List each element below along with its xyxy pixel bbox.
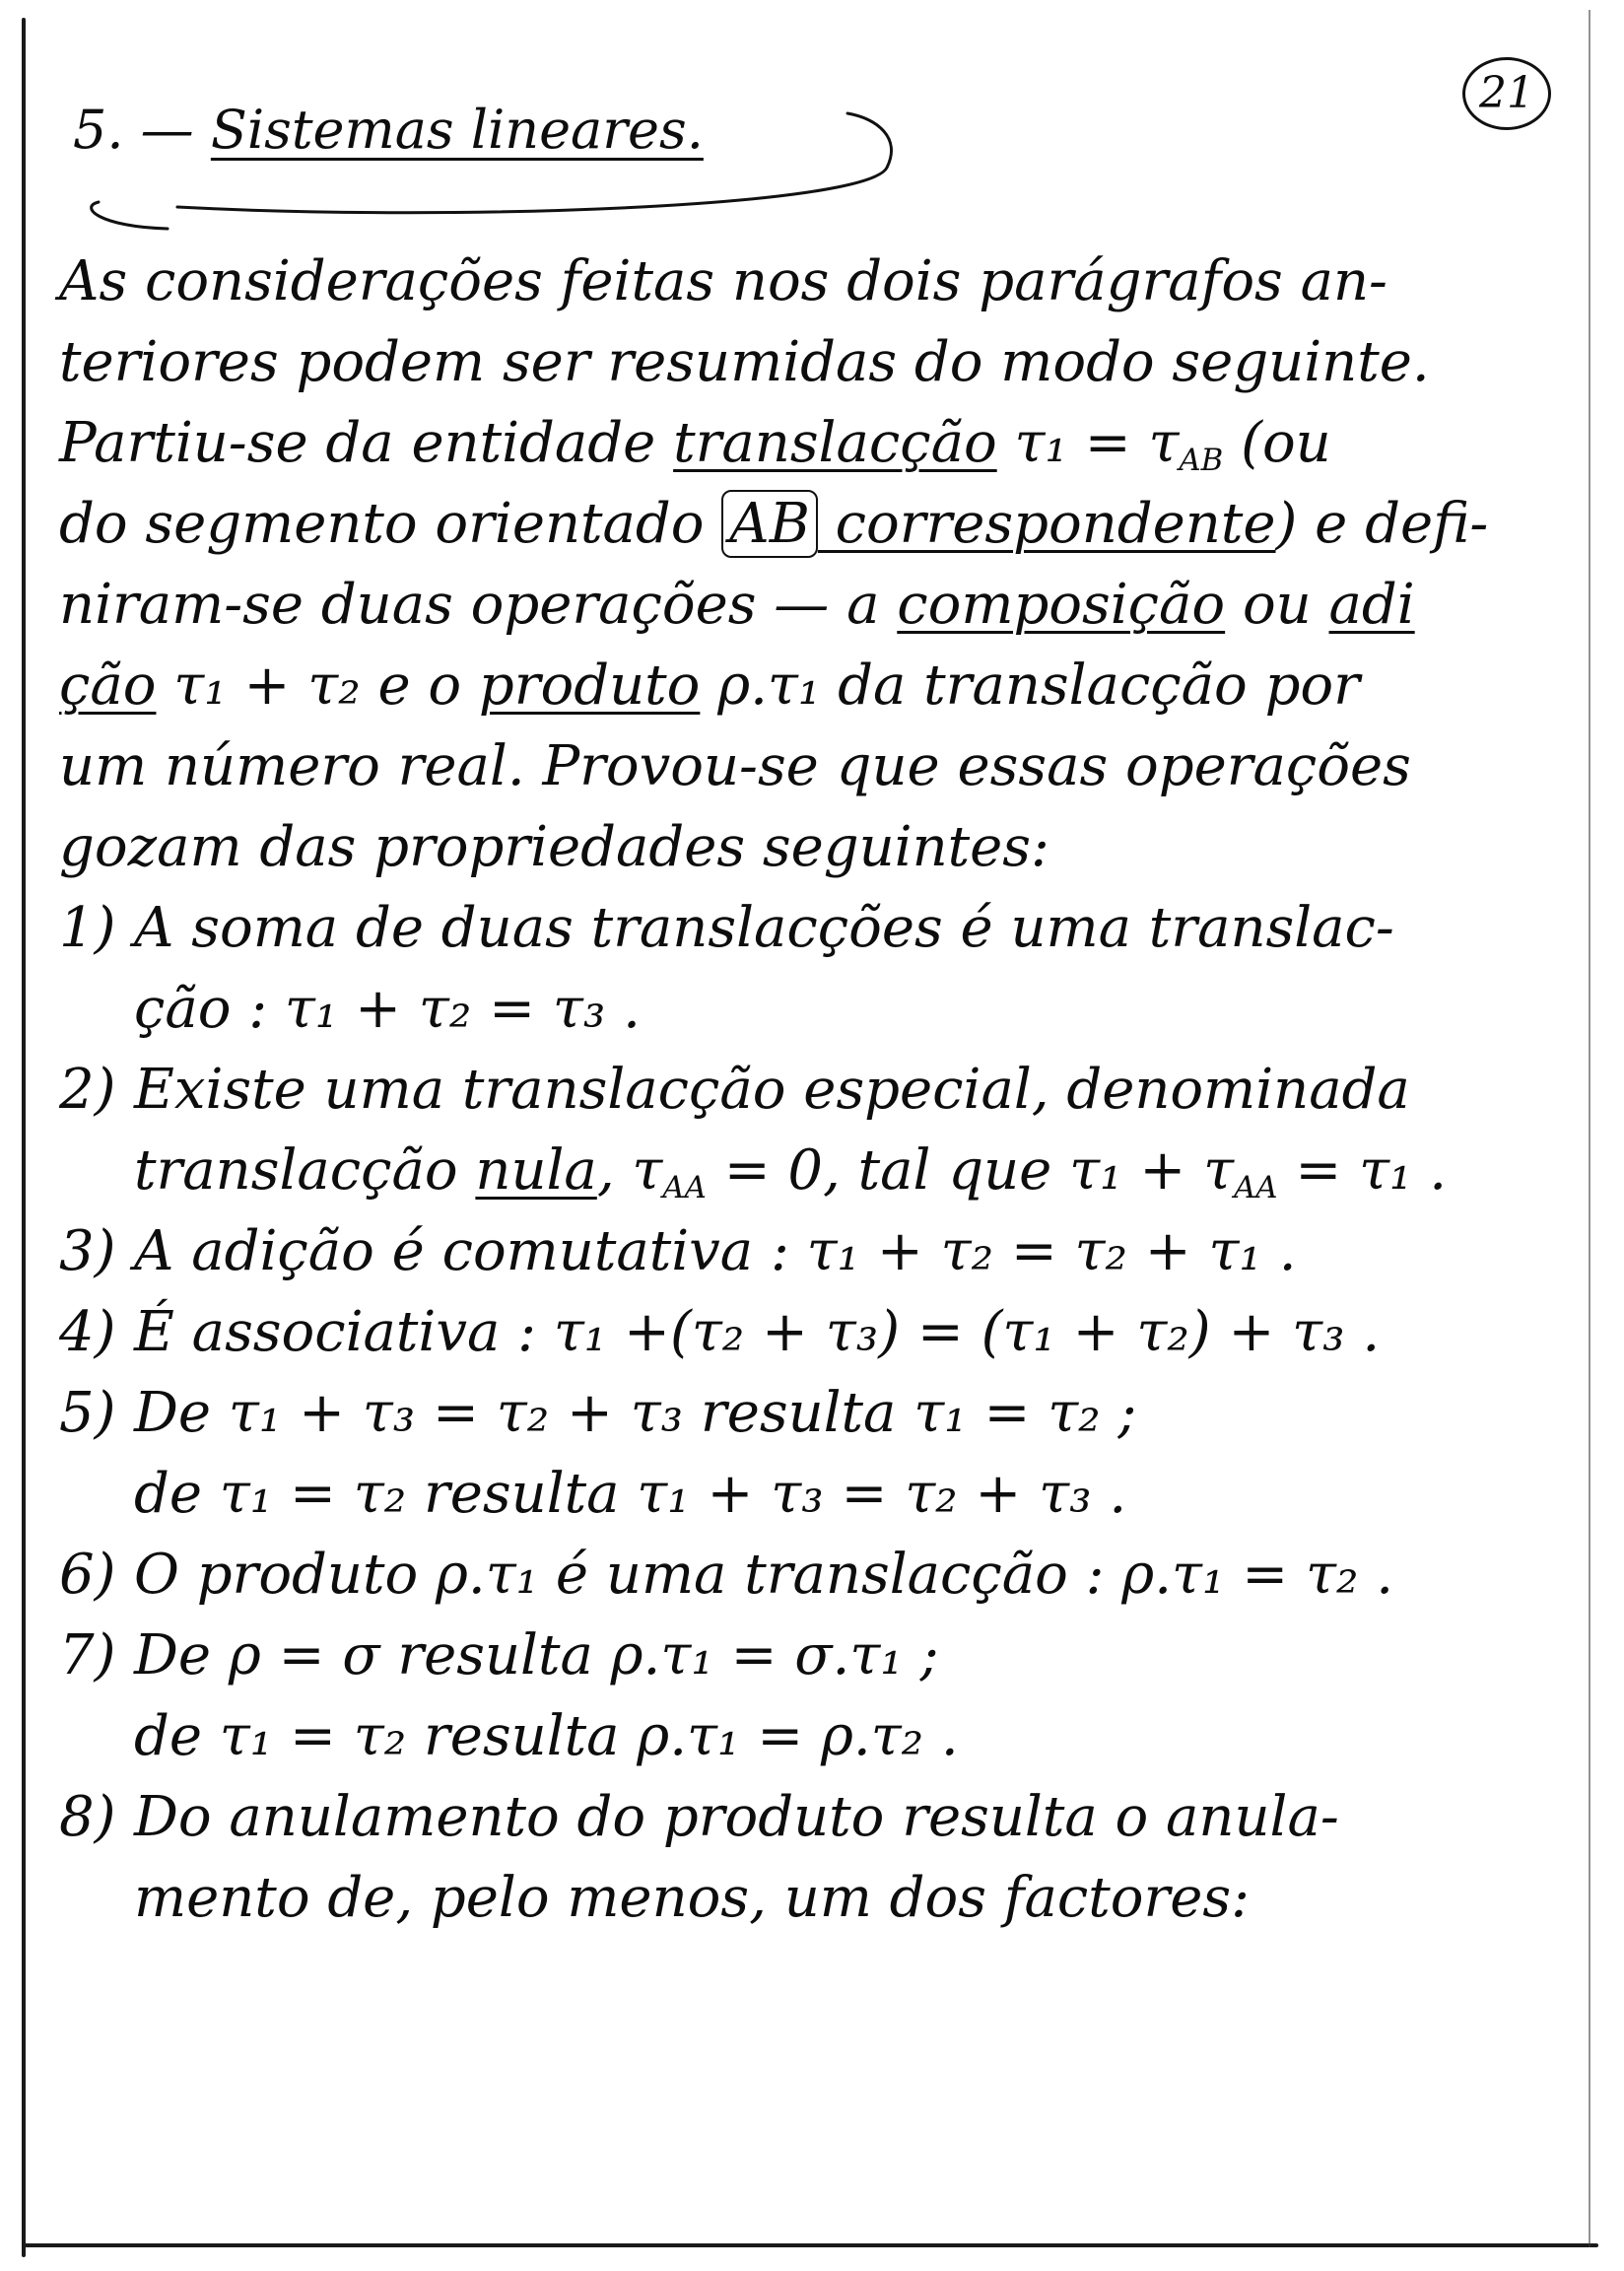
property-text: O produto ρ.τ₁ é uma translacção : ρ.τ₁ = τ₂ .	[134, 1543, 1393, 1607]
page-border-left	[22, 18, 26, 2257]
property-2-continued	[134, 1138, 1448, 1206]
line-text: As considerações feitas nos dois parágrafos an-	[59, 249, 1387, 313]
line-text: τ₁ = τ	[996, 411, 1180, 475]
line-text: (ou	[1223, 411, 1331, 475]
property-text: = 0, tal que τ₁ + τ	[706, 1138, 1235, 1203]
property-7-continued	[134, 1704, 959, 1768]
property-text: de τ₁ = τ₂ resulta ρ.τ₁ = ρ.τ₂ .	[134, 1704, 959, 1768]
line-text: gozam das propriedades seguintes:	[59, 815, 1049, 879]
section-heading	[73, 99, 704, 161]
property-text: de τ₁ = τ₂ resulta τ₁ + τ₃ = τ₂ + τ₃ .	[134, 1462, 1127, 1526]
property-1-continued	[134, 977, 641, 1041]
term-nula: nula	[475, 1138, 597, 1203]
property-number: 6)	[59, 1543, 116, 1607]
page-border-bottom	[22, 2243, 1598, 2247]
line-text: ρ.τ₁ da translacção por	[700, 654, 1360, 718]
property-text: Existe uma translacção especial, denominada	[134, 1058, 1410, 1122]
property-number: 4)	[59, 1300, 116, 1364]
property-number: 8)	[59, 1785, 116, 1849]
property-number: 5)	[59, 1381, 116, 1445]
property-5-continued	[134, 1462, 1127, 1526]
term-composicao: composição	[897, 573, 1226, 637]
property-8-continued	[134, 1866, 1250, 1930]
line-text: teriores podem ser resumidas do modo seguinte.	[59, 330, 1430, 394]
term-produto: produto	[478, 654, 701, 718]
paragraph-line-3	[59, 411, 1331, 479]
line-text: ) e defi-	[1275, 492, 1489, 556]
term-correspondente: correspondente	[817, 492, 1276, 556]
term-translaccao: translacção	[673, 411, 997, 475]
property-text: É associativa : τ₁ +(τ₂ + τ₃) = (τ₁ + τ₂) + τ₃ .	[134, 1300, 1381, 1364]
subscript-aa: AA	[662, 1170, 707, 1206]
term-adicao-end: ção	[59, 654, 157, 718]
property-number: 2)	[59, 1058, 116, 1122]
property-text: , τ	[596, 1138, 663, 1203]
paragraph-line-2	[59, 330, 1430, 394]
subscript-ab: AB	[1179, 443, 1224, 479]
property-number: 1)	[59, 896, 116, 960]
paragraph-line-1	[59, 249, 1387, 313]
section-title: Sistemas lineares.	[210, 99, 704, 161]
property-8	[59, 1785, 1339, 1849]
property-3	[59, 1219, 1297, 1283]
paragraph-line-5	[59, 573, 1415, 637]
property-number: 7)	[59, 1623, 116, 1687]
segment-ab-boxed: AB	[721, 490, 818, 558]
line-text: τ₁ + τ₂ e o	[156, 654, 479, 718]
subscript-aa: AA	[1234, 1170, 1278, 1206]
property-text: Do anulamento do produto resulta o anula-	[134, 1785, 1339, 1849]
page-number: 21	[1462, 57, 1551, 130]
property-7	[59, 1623, 939, 1687]
property-text: = τ₁ .	[1277, 1138, 1448, 1203]
property-text: De τ₁ + τ₃ = τ₂ + τ₃ resulta τ₁ = τ₂ ;	[134, 1381, 1137, 1445]
page-border-right	[1589, 10, 1590, 2247]
paragraph-line-7	[59, 734, 1411, 798]
property-5	[59, 1381, 1137, 1445]
line-text: ou	[1225, 573, 1329, 637]
property-text: De ρ = σ resulta ρ.τ₁ = σ.τ₁ ;	[134, 1623, 939, 1687]
property-text: mento de, pelo menos, um dos factores:	[134, 1866, 1250, 1930]
property-text: A soma de duas translacções é uma translac-	[134, 896, 1394, 960]
term-adicao-start: adi	[1328, 573, 1415, 637]
property-2	[59, 1058, 1410, 1122]
line-text: Partiu-se da entidade	[59, 411, 674, 475]
line-text: um número real. Provou-se que essas operações	[59, 734, 1411, 798]
property-number: 3)	[59, 1219, 116, 1283]
property-4	[59, 1300, 1381, 1364]
property-1	[59, 896, 1394, 960]
property-text: ção : τ₁ + τ₂ = τ₃ .	[134, 977, 641, 1041]
line-text: niram-se duas operações — a	[59, 573, 898, 637]
paragraph-line-8	[59, 815, 1049, 879]
section-label: 5. —	[73, 99, 194, 161]
property-text: translacção	[134, 1138, 476, 1203]
paragraph-line-6	[59, 654, 1360, 718]
paragraph-line-4	[59, 492, 1489, 556]
property-6	[59, 1543, 1393, 1607]
line-text: do segmento orientado	[59, 492, 722, 556]
property-text: A adição é comutativa : τ₁ + τ₂ = τ₂ + τ₁ .	[134, 1219, 1297, 1283]
